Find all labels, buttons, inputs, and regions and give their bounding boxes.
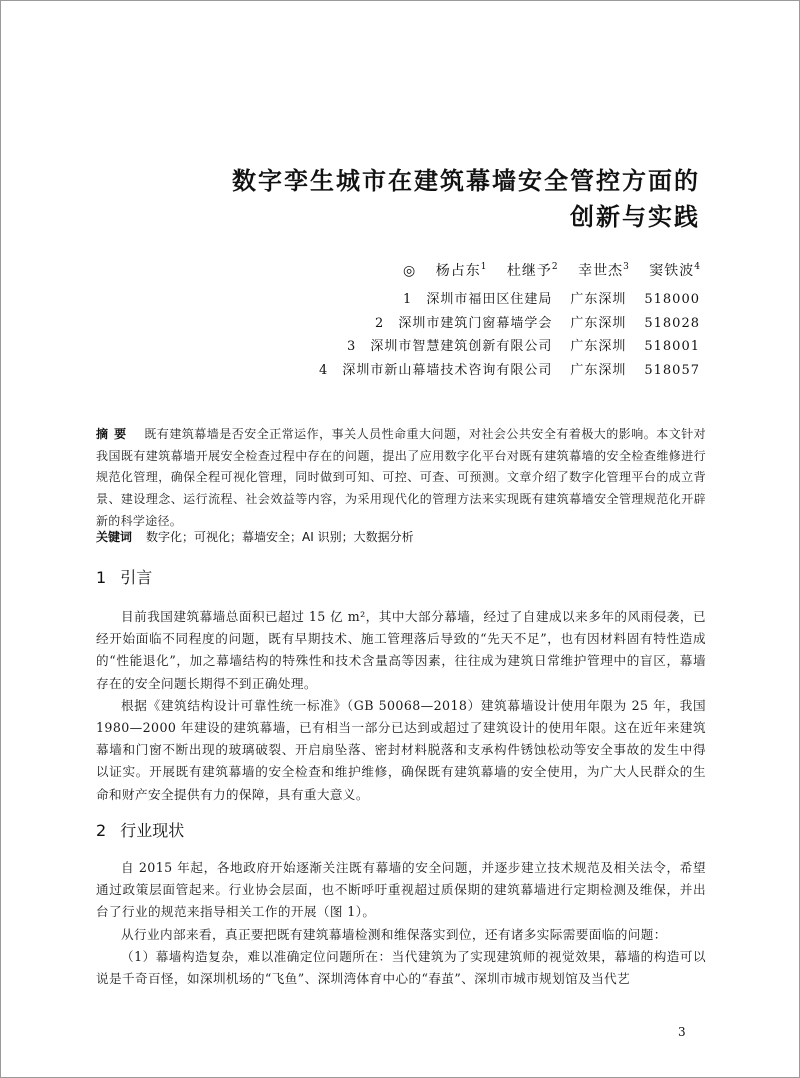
section-heading: 2 行业现状 xyxy=(96,821,185,840)
author-list xyxy=(403,257,700,281)
page-number: 3 xyxy=(678,1025,686,1039)
keywords-text: 数字化；可视化；幕墙安全；AI 识别；大数据分析 xyxy=(146,530,414,544)
section-body xyxy=(96,606,706,806)
abstract xyxy=(96,424,706,533)
keywords-label: 关键词 xyxy=(96,530,133,544)
keywords xyxy=(96,527,706,547)
author: 窦铁波$^4$ xyxy=(649,262,700,279)
author: 杜继予$^2$ xyxy=(506,262,558,279)
paragraph: 自 2015 年起，各地政府开始逐渐关注既有幕墙的安全问题，并逐步建立技术规范及相关法令，希望通过政策层面管起来。行业协会层面，也不断呼吁重视超过质保期的建筑幕墙进行定期检测及维保，并出台了行业的规范来指导相关工作的开展（图 1）。 xyxy=(96,860,706,920)
abstract-label: 摘要 xyxy=(96,427,133,441)
section-heading: 1 引言 xyxy=(96,568,153,587)
paragraph: （1）幕墙构造复杂，难以准确定位问题所在：当代建筑为了实现建筑师的视觉效果，幕墙的构造可以说是千奇百怪，如深圳机场的“飞鱼”、深圳湾体育中心的“春茧”、深圳市城市规划馆及当代艺 xyxy=(96,948,706,987)
paper-title xyxy=(140,163,700,235)
author-mark: ◎ xyxy=(403,263,416,279)
title-line-2: 创新与实践 xyxy=(570,203,700,231)
paragraph: 从行业内部来看，真正要把既有建筑幕墙检测和维保落实到位，还有诸多实际需要面临的问题： xyxy=(121,926,667,942)
title-line-1: 数字孪生城市在建筑幕墙安全管控方面的 xyxy=(232,167,700,195)
affiliation: 2 深圳市建筑门窗幕墙学会 广东深圳 518028 xyxy=(375,315,700,331)
abstract-text: 既有建筑幕墙是否安全正常运作，事关人员性命重大问题，对社会公共安全有着极大的影响。本文针对我国既有建筑幕墙开展安全检查过程中存在的问题，提出了应用数字化平台对既有建筑幕墙的安全检查维修进行规范化管理，确保全程可视化管理，同时做到可知、可控、可查、可预测。文章介绍了数字化管理平台的成立背景、建设理念、运行流程、社会效益等内容，为采用现代化的管理方法来实现既有建筑幕墙安全管理规范化开辟新的科学途径。 xyxy=(96,427,706,528)
author: 杨占东$^1$ xyxy=(435,262,487,279)
paragraph: 目前我国建筑幕墙总面积已超过 15 亿 m²，其中大部分幕墙，经过了自建成以来多年的风雨侵袭，已经开始面临不同程度的问题，既有早期技术、施工管理落后导致的“先天不足”，也有因材料固有特性造成的“性能退化”，加之幕墙结构的特殊性和技术含量高等因素，往往成为建筑日常维护管理中的盲区，幕墙存在的安全问题长期得不到正确处理。 xyxy=(96,609,706,691)
affiliation: 3 深圳市智慧建筑创新有限公司 广东深圳 518001 xyxy=(347,339,700,355)
paragraph: 根据《建筑结构设计可靠性统一标准》（GB 50068—2018）建筑幕墙设计使用年限为 25 年，我国 1980—2000 年建设的建筑幕墙，已有相当一部分已达到或超过了建筑设计的使用年限。这在近年来建筑幕墙和门窗不断出现的玻璃破裂、开启扇坠落、密封材料脱落和支承构件锈蚀松动等安全事故的发生中得以证实。开展既有建筑幕墙的安全检查和维护维修，确保既有建筑幕墙的安全使用，为广大人民群众的生命和财产安全提供有力的保障，具有重大意义。 xyxy=(96,697,706,802)
section-body xyxy=(96,857,706,990)
affiliation: 1 深圳市福田区住建局 广东深圳 518000 xyxy=(403,292,700,307)
affiliation: 4 深圳市新山幕墙技术咨询有限公司 广东深圳 518057 xyxy=(319,363,700,379)
affiliation-list xyxy=(319,288,700,383)
author: 幸世杰$^3$ xyxy=(578,262,629,279)
